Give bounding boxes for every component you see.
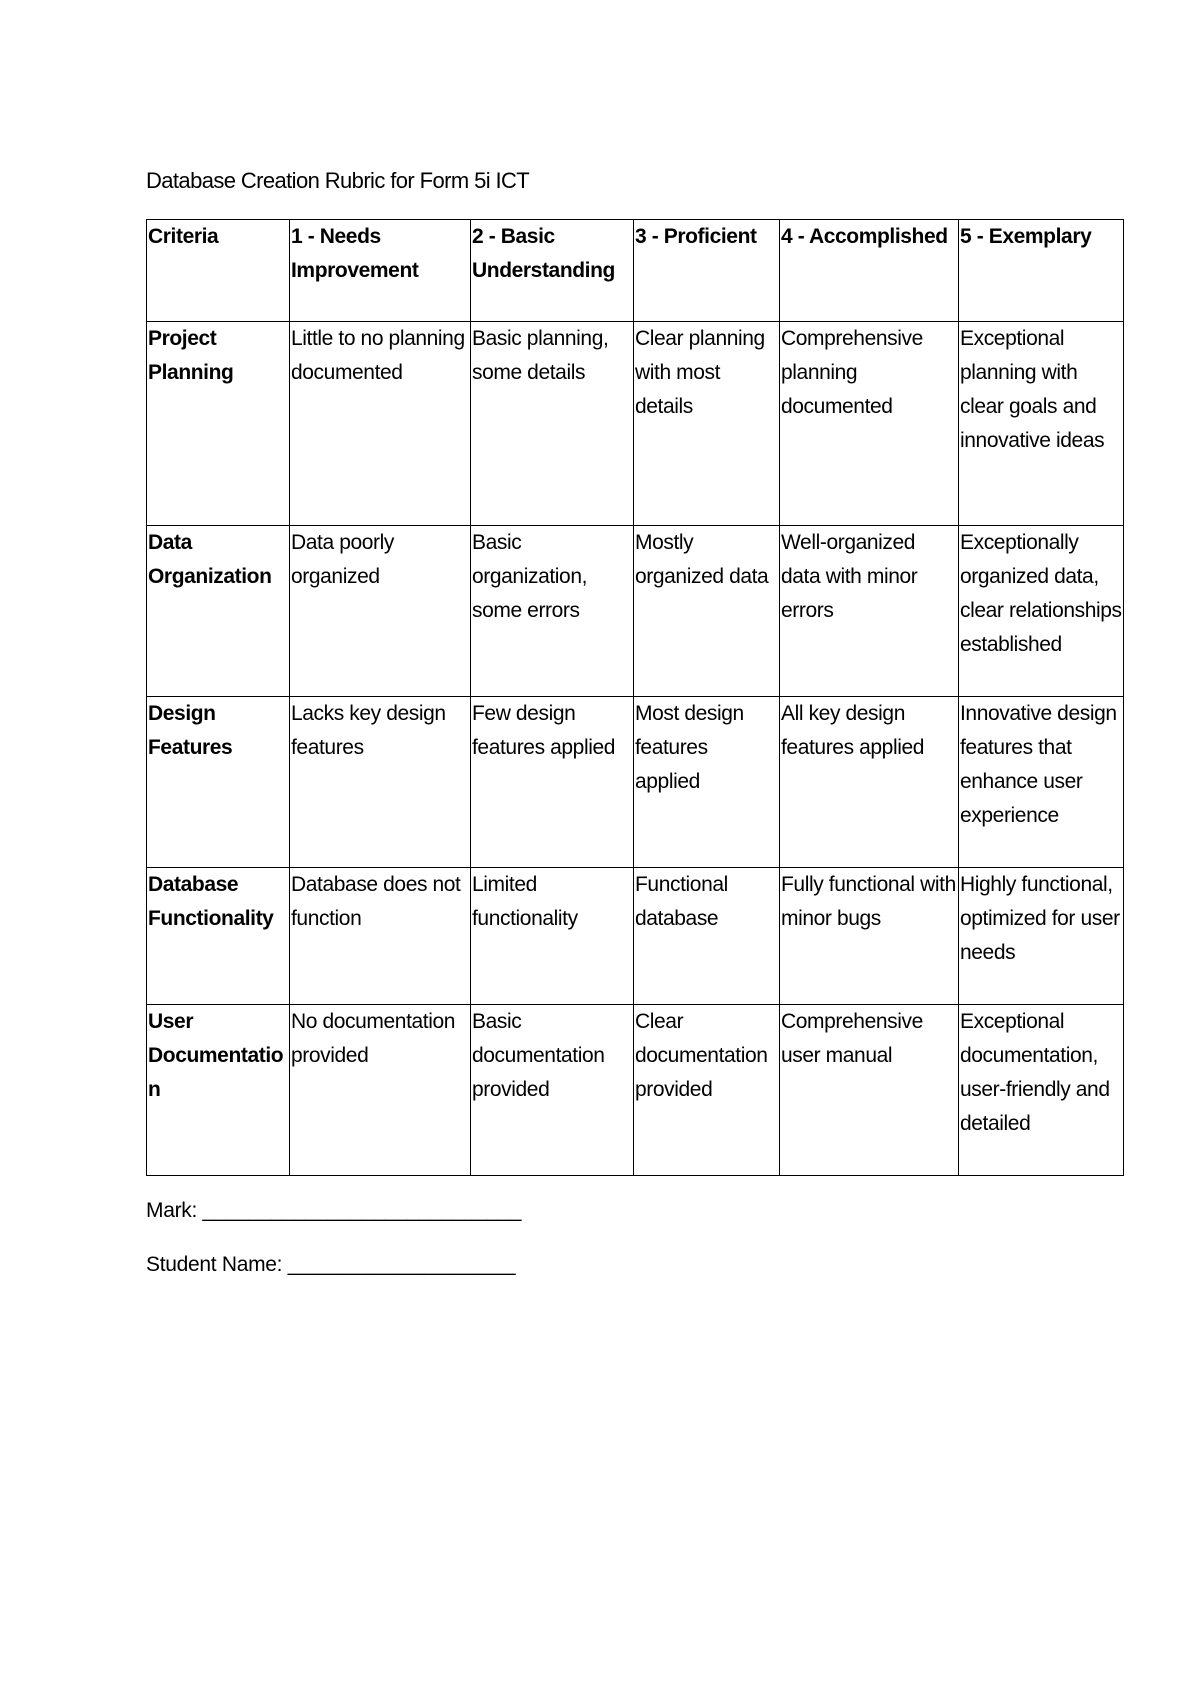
table-cell: Innovative design features that enhance user experience [959,697,1124,868]
table-row [147,1005,1124,1176]
page-title: Database Creation Rubric for Form 5i ICT [146,168,530,193]
criteria-cell: Design Features [147,697,290,868]
criteria-cell: Project Planning [147,322,290,526]
table-cell: Functional database [634,868,780,1005]
header-cell: 5 - Exemplary [959,220,1124,322]
table-cell: Basic organization, some errors [471,526,634,697]
student-name-field-line: Student Name: ____________________ [146,1253,516,1276]
table-cell: Highly functional, optimized for user needs [959,868,1124,1005]
table-cell: Lacks key design features [290,697,471,868]
header-row [147,220,1124,322]
header-cell: 1 - Needs Improvement [290,220,471,322]
table-cell: Little to no planning documented [290,322,471,526]
table-row [147,322,1124,526]
table-cell: Mostly organized data [634,526,780,697]
table-cell: Basic planning, some details [471,322,634,526]
table-row [147,697,1124,868]
mark-field-line: Mark: ____________________________ [146,1199,522,1222]
table-row [147,526,1124,697]
table-cell: No documentation provided [290,1005,471,1176]
table-cell: Exceptionally organized data, clear relationships established [959,526,1124,697]
table-cell: Comprehensive planning documented [780,322,959,526]
table-cell: Clear planning with most details [634,322,780,526]
table-cell: Well-organized data with minor errors [780,526,959,697]
header-cell: 2 - Basic Understanding [471,220,634,322]
table-cell: All key design features applied [780,697,959,868]
header-cell: 4 - Accomplished [780,220,959,322]
table-cell: Clear documentation provided [634,1005,780,1176]
table-cell: Data poorly organized [290,526,471,697]
table-row [147,868,1124,1005]
table-cell: Few design features applied [471,697,634,868]
table-cell: Limited functionality [471,868,634,1005]
table-cell: Exceptional planning with clear goals and innovative ideas [959,322,1124,526]
criteria-cell: User Documentation [147,1005,290,1176]
table-cell: Most design features applied [634,697,780,868]
table-cell: Basic documentation provided [471,1005,634,1176]
table-cell: Database does not function [290,868,471,1005]
criteria-cell: Data Organization [147,526,290,697]
header-cell: Criteria [147,220,290,322]
table-cell: Comprehensive user manual [780,1005,959,1176]
rubric-table [146,219,1124,1176]
header-cell: 3 - Proficient [634,220,780,322]
criteria-cell: Database Functionality [147,868,290,1005]
table-cell: Exceptional documentation, user-friendly and detailed [959,1005,1124,1176]
table-cell: Fully functional with minor bugs [780,868,959,1005]
